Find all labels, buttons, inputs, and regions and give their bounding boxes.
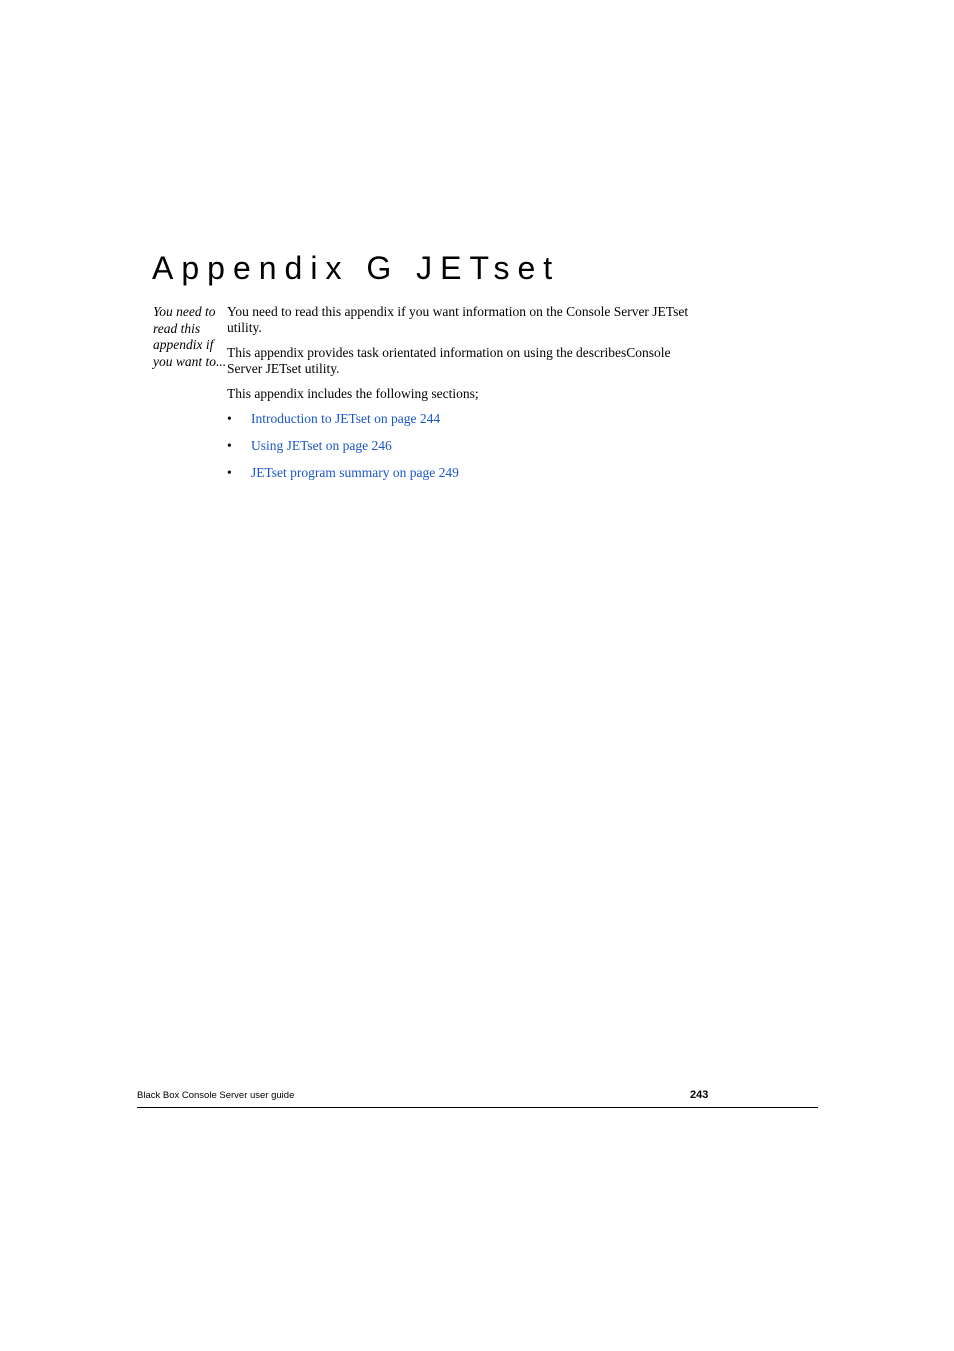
paragraph-line: utility. (227, 320, 262, 335)
section-link-using-jetset[interactable]: Using JETset on page 246 (251, 438, 392, 453)
side-note-line: you want to... (153, 353, 227, 369)
bullet-icon: • (227, 411, 232, 426)
footer-guide-title: Black Box Console Server user guide (137, 1090, 295, 1101)
list-item (227, 465, 707, 492)
side-note (153, 304, 229, 370)
paragraph-line: This appendix includes the following sections; (227, 386, 479, 401)
section-link-program-summary[interactable]: JETset program summary on page 249 (251, 465, 459, 480)
section-link-introduction[interactable]: Introduction to JETset on page 244 (251, 411, 441, 426)
intro-paragraph (227, 304, 707, 336)
page-number: 243 (690, 1089, 709, 1101)
bullet-icon: • (227, 438, 232, 453)
list-item (227, 438, 707, 465)
side-note-line: read this (153, 320, 201, 336)
paragraph-line: Server JETset utility. (227, 361, 340, 376)
footer-divider (137, 1107, 818, 1108)
paragraph-line: You need to read this appendix if you want information on the Console Server JETset (227, 304, 689, 319)
sections-intro-paragraph (227, 386, 707, 402)
side-note-line: You need to (153, 304, 216, 319)
list-item (227, 411, 707, 438)
section-list (227, 411, 707, 492)
side-note-line: appendix if (153, 337, 214, 352)
chapter-title: Appendix G JETset (152, 250, 561, 286)
description-paragraph (227, 345, 707, 377)
paragraph-line: This appendix provides task orientated information on using the describesConsole (227, 345, 671, 360)
bullet-icon: • (227, 465, 232, 480)
body-text (227, 304, 707, 492)
